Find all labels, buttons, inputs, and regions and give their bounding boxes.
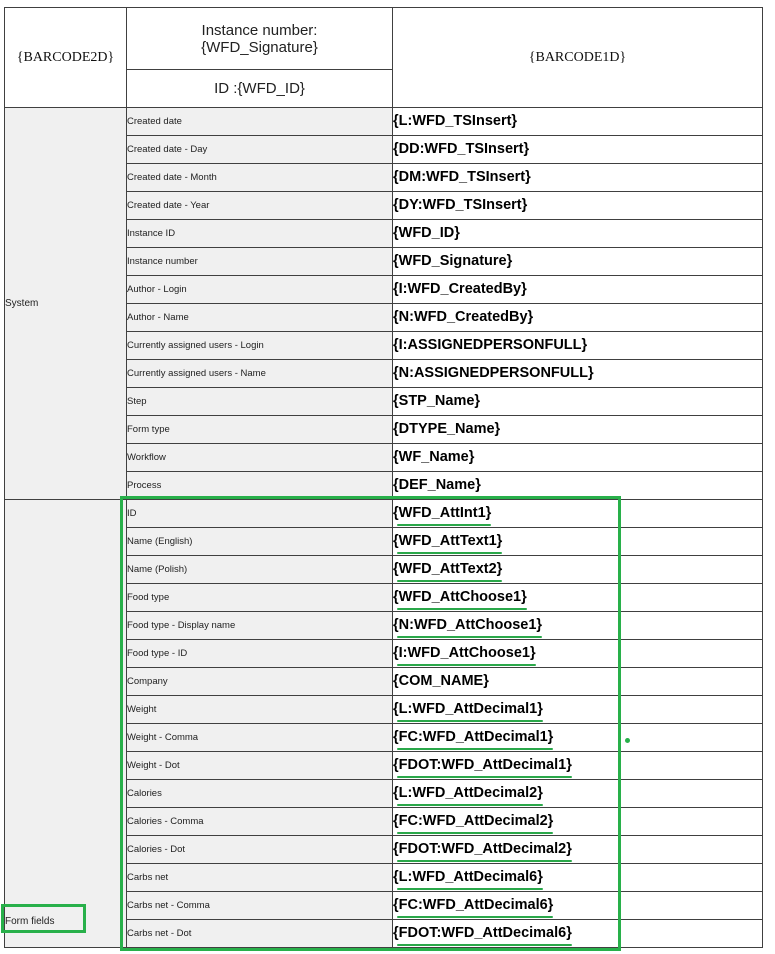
field-placeholder-cell — [393, 136, 763, 164]
field-label: Instance ID — [127, 220, 393, 248]
field-label: ID — [127, 500, 393, 528]
field-label: Created date - Year — [127, 192, 393, 220]
field-label: Company — [127, 668, 393, 696]
field-label: Calories — [127, 780, 393, 808]
field-label: Instance number — [127, 248, 393, 276]
field-placeholder-cell — [393, 220, 763, 248]
field-label: Food type - Display name — [127, 612, 393, 640]
field-placeholder: {N:ASSIGNEDPERSONFULL} — [393, 365, 594, 381]
group-label-system: System — [5, 108, 127, 500]
field-placeholder-cell — [393, 416, 763, 444]
instance-number-value: {WFD_Signature} — [201, 38, 318, 56]
field-placeholder-cell — [393, 752, 763, 780]
field-placeholder: {DD:WFD_TSInsert} — [393, 141, 530, 157]
field-placeholder-cell — [393, 780, 763, 808]
field-placeholder-cell — [393, 500, 763, 528]
field-placeholder: {L:WFD_TSInsert} — [393, 113, 518, 129]
field-placeholder-cell — [393, 388, 763, 416]
field-placeholder: {L:WFD_AttDecimal1} — [393, 701, 543, 717]
field-label: Weight — [127, 696, 393, 724]
field-placeholder: {DY:WFD_TSInsert} — [393, 197, 528, 213]
field-placeholder: {FDOT:WFD_AttDecimal2} — [393, 841, 572, 857]
field-label: Food type - ID — [127, 640, 393, 668]
table-row — [5, 108, 763, 136]
field-placeholder-cell — [393, 556, 763, 584]
field-placeholder: {DEF_Name} — [393, 477, 481, 493]
field-label: Currently assigned users - Login — [127, 332, 393, 360]
field-placeholder-cell — [393, 612, 763, 640]
field-placeholder: {STP_Name} — [393, 393, 481, 409]
field-label: Carbs net - Dot — [127, 920, 393, 948]
field-placeholder-cell — [393, 472, 763, 500]
field-placeholder: {DM:WFD_TSInsert} — [393, 169, 531, 185]
field-placeholder-cell — [393, 528, 763, 556]
field-placeholder: {DTYPE_Name} — [393, 421, 501, 437]
barcode2d-placeholder: {BARCODE2D} — [16, 49, 115, 65]
instance-number-cell — [127, 8, 393, 70]
field-placeholder: {WFD_AttText2} — [393, 561, 503, 577]
field-placeholder: {WFD_AttText1} — [393, 533, 503, 549]
field-label: Created date - Month — [127, 164, 393, 192]
field-placeholder: {N:WFD_CreatedBy} — [393, 309, 534, 325]
field-placeholder: {FC:WFD_AttDecimal6} — [393, 897, 554, 913]
field-placeholder-cell — [393, 108, 763, 136]
field-label: Name (English) — [127, 528, 393, 556]
template-table — [4, 7, 763, 948]
field-label: Calories - Comma — [127, 808, 393, 836]
field-placeholder: {I:ASSIGNEDPERSONFULL} — [393, 337, 588, 353]
barcode1d-cell — [393, 8, 763, 108]
barcode2d-cell — [5, 8, 127, 108]
field-placeholder-cell — [393, 724, 763, 752]
field-label: Food type — [127, 584, 393, 612]
field-placeholder-cell — [393, 892, 763, 920]
field-placeholder-cell — [393, 808, 763, 836]
field-placeholder-cell — [393, 920, 763, 948]
field-placeholder-cell — [393, 864, 763, 892]
field-label: Form type — [127, 416, 393, 444]
field-label: Name (Polish) — [127, 556, 393, 584]
field-placeholder: {WFD_AttChoose1} — [393, 589, 527, 605]
field-placeholder-cell — [393, 584, 763, 612]
field-label: Calories - Dot — [127, 836, 393, 864]
field-placeholder: {FDOT:WFD_AttDecimal6} — [393, 925, 572, 941]
field-placeholder: {WFD_Signature} — [393, 253, 513, 269]
field-label: Process — [127, 472, 393, 500]
table-row — [5, 500, 763, 528]
id-cell — [127, 70, 393, 108]
field-placeholder: {N:WFD_AttChoose1} — [393, 617, 543, 633]
field-placeholder: {FDOT:WFD_AttDecimal1} — [393, 757, 572, 773]
field-label: Currently assigned users - Name — [127, 360, 393, 388]
field-placeholder-cell — [393, 248, 763, 276]
field-placeholder-cell — [393, 640, 763, 668]
field-placeholder-cell — [393, 276, 763, 304]
field-placeholder: {I:WFD_AttChoose1} — [393, 645, 536, 661]
field-label: Author - Login — [127, 276, 393, 304]
field-label: Author - Name — [127, 304, 393, 332]
barcode1d-placeholder: {BARCODE1D} — [528, 49, 627, 65]
field-placeholder: {WFD_AttInt1} — [393, 505, 492, 521]
field-placeholder-cell — [393, 696, 763, 724]
field-label: Workflow — [127, 444, 393, 472]
field-placeholder-cell — [393, 444, 763, 472]
field-placeholder-cell — [393, 332, 763, 360]
field-placeholder-cell — [393, 836, 763, 864]
field-label: Created date — [127, 108, 393, 136]
field-placeholder: {L:WFD_AttDecimal2} — [393, 785, 543, 801]
field-placeholder-cell — [393, 192, 763, 220]
instance-number-label: Instance number: — [201, 21, 318, 39]
field-placeholder: {I:WFD_CreatedBy} — [393, 281, 527, 297]
field-placeholder-cell — [393, 360, 763, 388]
group-label-form-fields: Form fields — [5, 500, 127, 948]
field-label: Carbs net — [127, 864, 393, 892]
field-placeholder-cell — [393, 304, 763, 332]
field-placeholder: {L:WFD_AttDecimal6} — [393, 869, 543, 885]
field-label: Carbs net - Comma — [127, 892, 393, 920]
field-placeholder: {WFD_ID} — [393, 225, 460, 241]
field-placeholder-cell — [393, 164, 763, 192]
field-placeholder: {FC:WFD_AttDecimal1} — [393, 729, 554, 745]
field-placeholder-cell — [393, 668, 763, 696]
field-placeholder: {COM_NAME} — [393, 673, 489, 689]
field-label: Created date - Day — [127, 136, 393, 164]
field-label: Weight - Dot — [127, 752, 393, 780]
field-label: Step — [127, 388, 393, 416]
highlight-dot — [625, 738, 630, 743]
field-placeholder: {WF_Name} — [393, 449, 475, 465]
field-placeholder: {FC:WFD_AttDecimal2} — [393, 813, 554, 829]
id-text: ID :{WFD_ID} — [214, 80, 305, 97]
field-label: Weight - Comma — [127, 724, 393, 752]
